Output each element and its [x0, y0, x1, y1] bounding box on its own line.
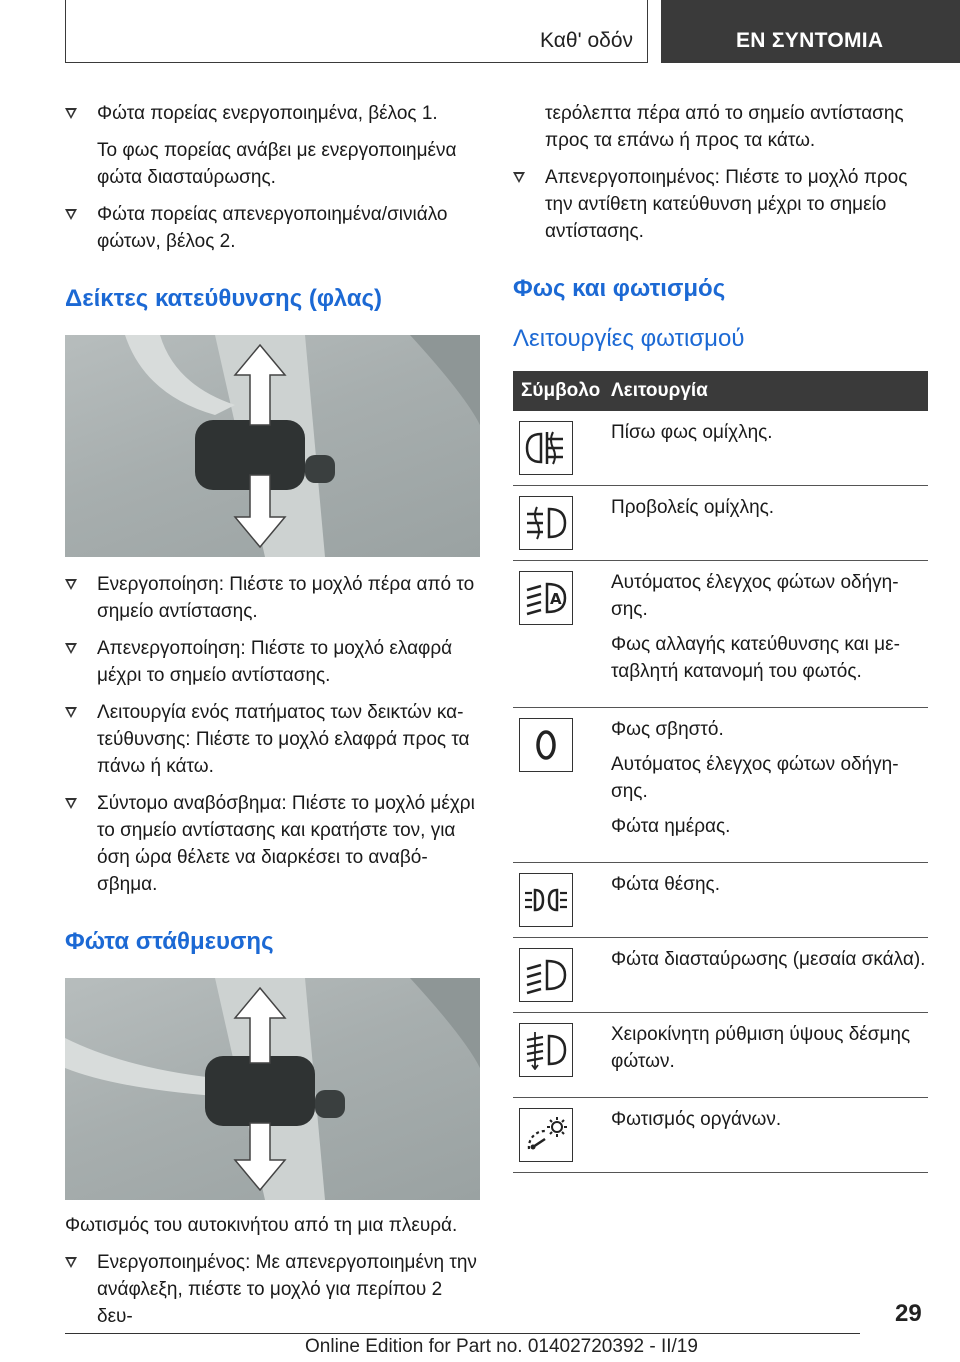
left-column: [65, 100, 480, 1340]
header-quick-title: ΕΝ ΣΥΝΤΟΜΙΑ: [736, 29, 884, 52]
table-row: [513, 863, 928, 938]
heading-parking: Φώτα στάθμευσης: [65, 928, 274, 955]
list-item: Ενεργοποιημένος: Με απενεργοποιημένη την ανάφλεξη, πιέστε το μοχλό για περίπου 2 δευ-: [65, 1249, 480, 1330]
triangle-bullet-icon: [65, 209, 77, 220]
rear-fog-light-icon: [523, 428, 569, 468]
headlight-range-icon: [523, 1030, 569, 1070]
front-fog-light-icon: [523, 503, 569, 543]
row-text: Πίσω φως ομίχλης.: [611, 422, 773, 443]
row-text: Φώτα θέσης.: [611, 874, 720, 895]
triangle-bullet-icon: [65, 579, 77, 590]
page-number: 29: [895, 1300, 922, 1327]
low-beam-icon: [523, 955, 569, 995]
list-item: Λειτουργία ενός πατήματος των δεικτών κατεύθυνσης: Πιέστε το μοχλό ελαφρά προς τα πάνω ή κάτω.: [65, 699, 480, 780]
row-text: Φώτα ημέρας.: [611, 816, 731, 837]
right-column: [513, 100, 928, 1173]
table-row: [513, 938, 928, 1013]
auto-headlight-icon: [523, 578, 569, 618]
footer-edition: Online Edition for Part no. 01402720392 - II/19: [305, 1336, 698, 1357]
list-item: Σύντομο αναβόσβημα: Πιέστε το μοχλό μέχρι το σημείο αντίστασης και κρατήστε τον, για όση ώρα θέλετε να διαρκέσει το αναβόσβημα.: [65, 790, 480, 898]
table-row: [513, 1013, 928, 1098]
row-text: Φως αλλαγής κατεύθυνσης και μεταβλητή κατανομή του φωτός.: [611, 634, 900, 682]
triangle-bullet-icon: [65, 707, 77, 718]
header-section-title: Καθ' οδόν: [540, 29, 633, 52]
turn-signal-lever-photo: [65, 335, 480, 557]
paragraph: τερόλεπτα πέρα από το σημείο αντίστασης προς τα επάνω ή προς τα κάτω.: [545, 103, 904, 151]
row-text: Αυτόματος έλεγχος φώτων οδήγησης.: [611, 572, 899, 620]
row-text: Προβολείς ομίχλης.: [611, 497, 775, 518]
triangle-bullet-icon: [65, 1257, 77, 1268]
header-section-tab: [65, 0, 648, 63]
row-text: Φως σβηστό.: [611, 719, 724, 740]
light-off-icon: [523, 725, 569, 765]
header-quick-tab[interactable]: [661, 0, 960, 63]
lighting-functions-table: [513, 371, 928, 1173]
parking-light-icon: [523, 880, 569, 920]
instrument-lighting-icon: [523, 1115, 569, 1155]
table-row: [513, 708, 928, 863]
heading-functions: Λειτουργίες φωτισμού: [513, 325, 745, 352]
table-header: [513, 371, 928, 411]
paragraph: Το φως πορείας ανάβει με ενεργοποιημένα φώτα διασταύρωσης.: [97, 140, 457, 188]
list-item: Απενεργοποίηση: Πιέστε το μοχλό ελαφρά μέχρι το σημείο αντίστασης.: [65, 635, 480, 689]
triangle-bullet-icon: [65, 643, 77, 654]
list-item: Ενεργοποίηση: Πιέστε το μοχλό πέρα από το σημείο αντίστασης.: [65, 571, 480, 625]
table-row: [513, 486, 928, 561]
list-item: Φώτα πορείας απενεργοποιημένα/σινιάλο φώτων, βέλος 2.: [65, 201, 480, 255]
list-item: Φώτα πορείας ενεργοποιημένα, βέλος 1.: [65, 100, 480, 127]
heading-light: Φως και φωτισμός: [513, 275, 726, 302]
column-header-symbol: Σύμβολο: [521, 380, 601, 401]
table-row: [513, 561, 928, 708]
triangle-bullet-icon: [65, 798, 77, 809]
footer-divider: [65, 1333, 860, 1334]
svg-text:A: A: [550, 590, 562, 608]
parking-light-lever-photo: [65, 978, 480, 1200]
paragraph: Φωτισμός του αυτοκινήτου από τη μια πλευρά.: [65, 1215, 458, 1236]
column-header-function: Λειτουργία: [611, 380, 708, 401]
list-item: Απενεργοποιημένος: Πιέστε το μοχλό προς την αντίθετη κατεύθυνση μέχρι το σημείο αντίστασης.: [513, 164, 928, 245]
table-row: [513, 1098, 928, 1173]
row-text: Φώτα διασταύρωσης (μεσαία σκάλα).: [611, 949, 926, 970]
table-row: [513, 411, 928, 486]
triangle-bullet-icon: [65, 108, 77, 119]
row-text: Αυτόματος έλεγχος φώτων οδήγησης.: [611, 754, 899, 802]
row-text: Χειροκίνητη ρύθμιση ύψους δέσμης φώτων.: [611, 1024, 911, 1072]
triangle-bullet-icon: [513, 172, 525, 183]
row-text: Φωτισμός οργάνων.: [611, 1109, 782, 1130]
heading-indicators: Δείκτες κατεύθυνσης (φλας): [65, 285, 383, 312]
